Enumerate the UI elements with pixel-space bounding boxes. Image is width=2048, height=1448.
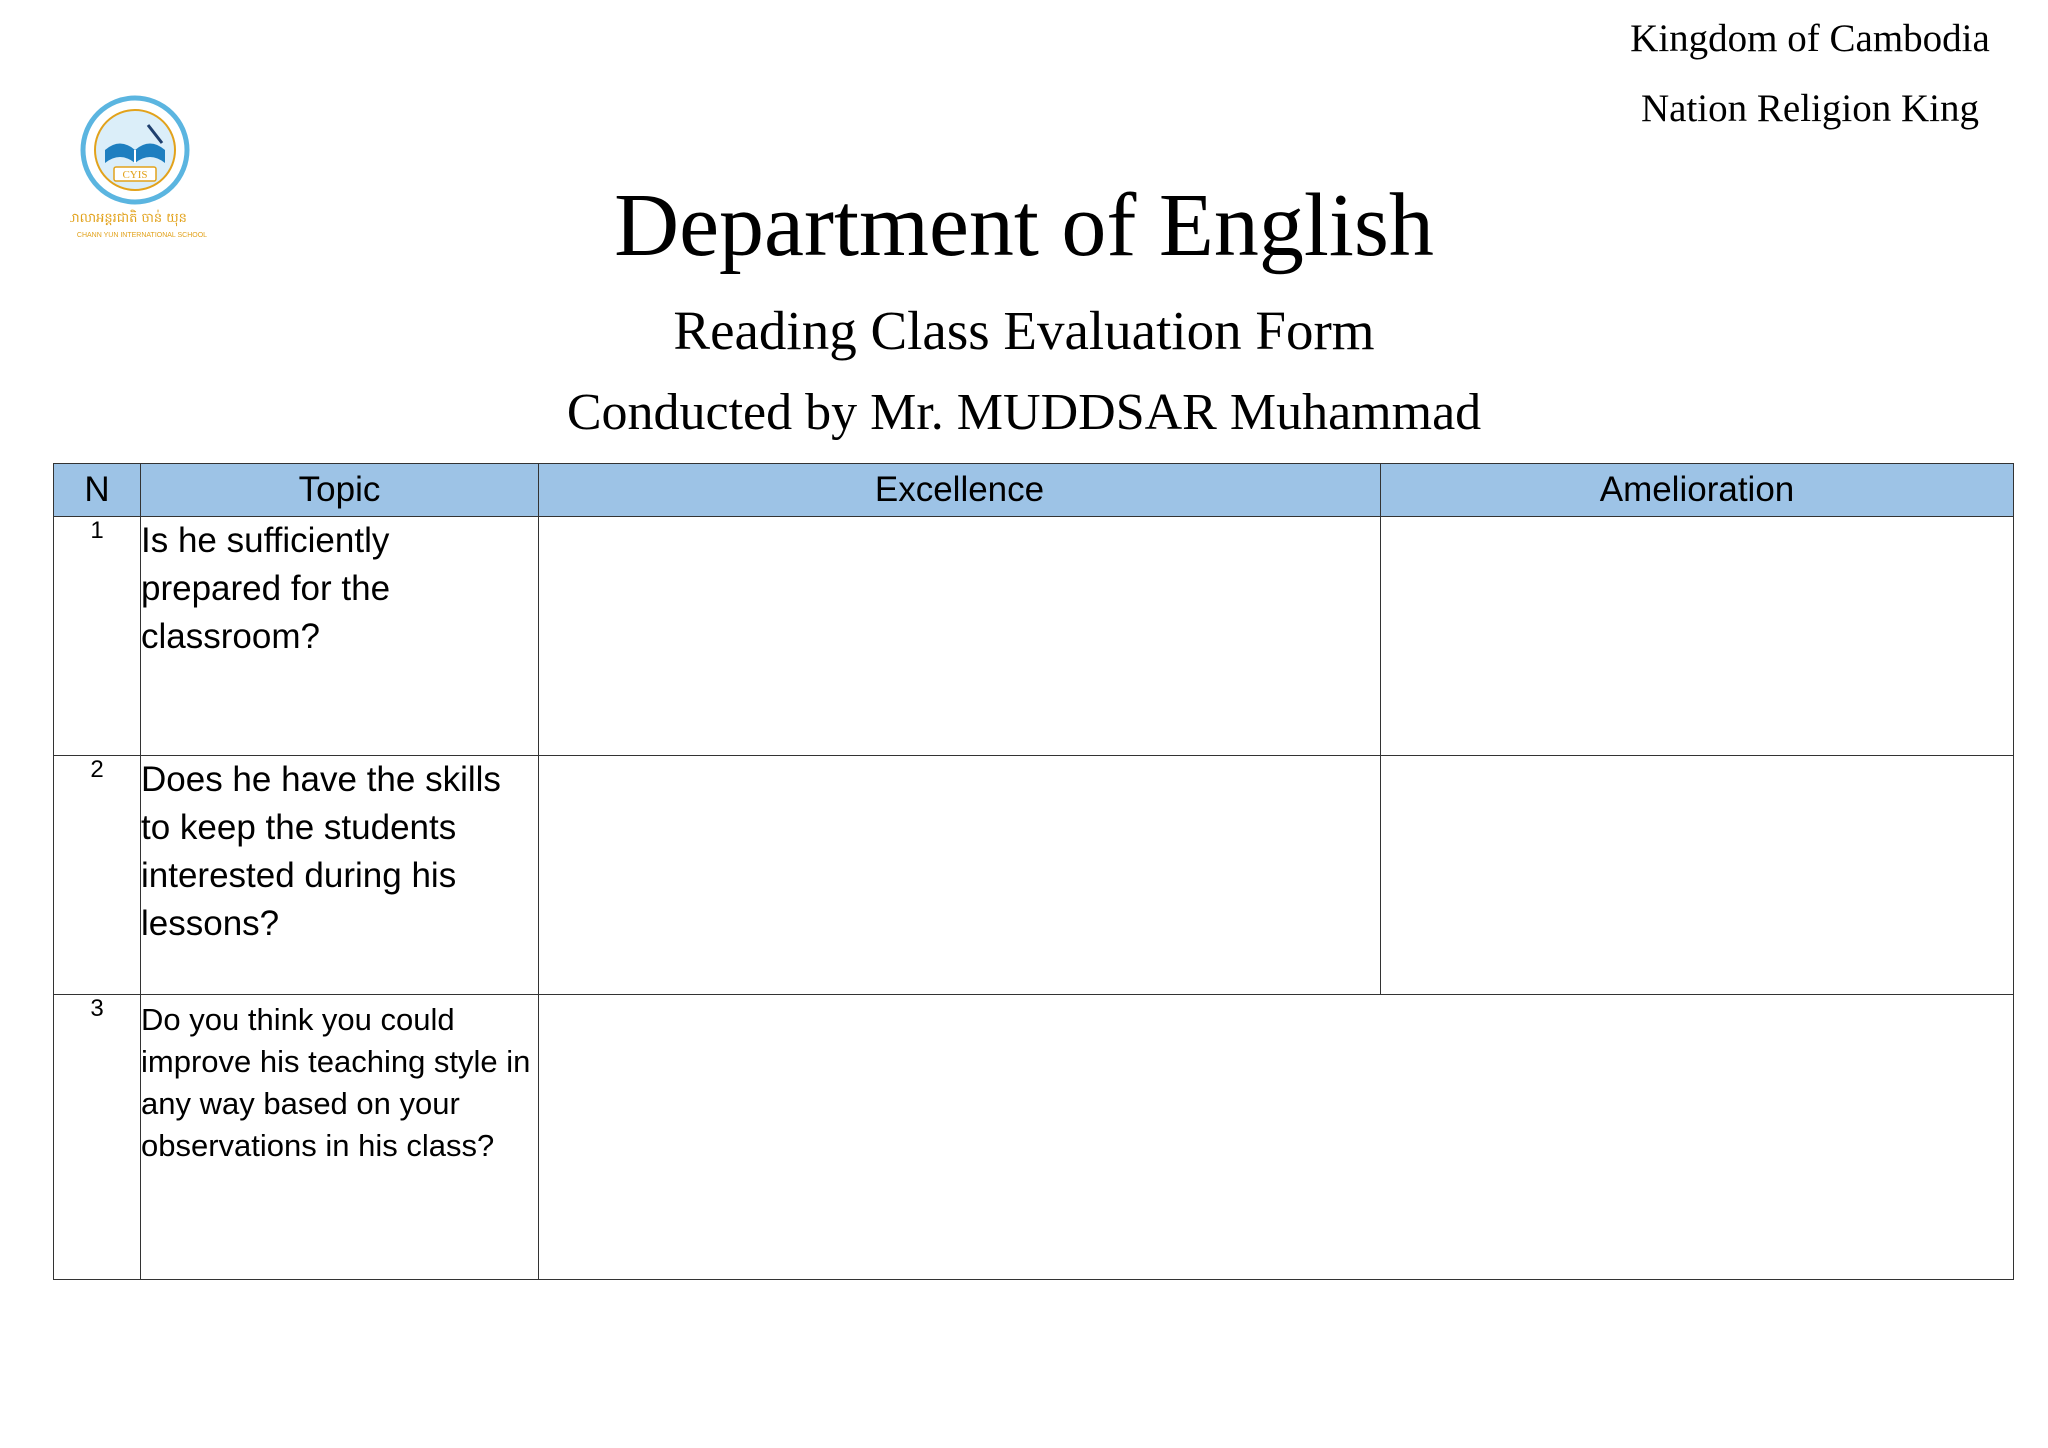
row-topic: Do you think you could improve his teaching style in any way based on your observations in his class? bbox=[141, 995, 539, 1280]
row-topic: Is he sufficiently prepared for the classroom? bbox=[141, 517, 539, 756]
amelioration-cell[interactable] bbox=[1381, 756, 2014, 995]
row-number: 2 bbox=[54, 756, 141, 995]
page-title: Department of English bbox=[614, 176, 1434, 275]
table-row bbox=[54, 517, 2014, 756]
row-topic: Does he have the skills to keep the students interested during his lessons? bbox=[141, 756, 539, 995]
amelioration-cell[interactable] bbox=[1381, 517, 2014, 756]
column-header-topic: Topic bbox=[141, 464, 539, 517]
column-header-amelioration: Amelioration bbox=[1381, 464, 2014, 517]
kingdom-heading: Kingdom of Cambodia bbox=[1630, 17, 1990, 60]
table-header-row bbox=[54, 464, 2014, 517]
column-header-excellence: Excellence bbox=[539, 464, 1381, 517]
evaluation-table bbox=[53, 463, 2014, 1280]
table-row bbox=[54, 995, 2014, 1280]
excellence-cell[interactable] bbox=[539, 756, 1381, 995]
logo-khmer-name: សាលាអន្តរជាតិ ចាន់ យុន bbox=[70, 211, 187, 226]
column-header-n: N bbox=[54, 464, 141, 517]
form-subtitle: Reading Class Evaluation Form bbox=[673, 300, 1375, 361]
table-row bbox=[54, 756, 2014, 995]
comment-cell[interactable] bbox=[539, 995, 2014, 1280]
excellence-cell[interactable] bbox=[539, 517, 1381, 756]
logo-english-name: CHANN YUN INTERNATIONAL SCHOOL bbox=[76, 232, 208, 239]
row-number: 1 bbox=[54, 517, 141, 756]
conducted-by: Conducted by Mr. MUDDSAR Muhammad bbox=[566, 384, 1482, 441]
logo-initials: CYIS bbox=[122, 169, 148, 181]
row-number: 3 bbox=[54, 995, 141, 1280]
national-motto: Nation Religion King bbox=[1641, 87, 1979, 130]
